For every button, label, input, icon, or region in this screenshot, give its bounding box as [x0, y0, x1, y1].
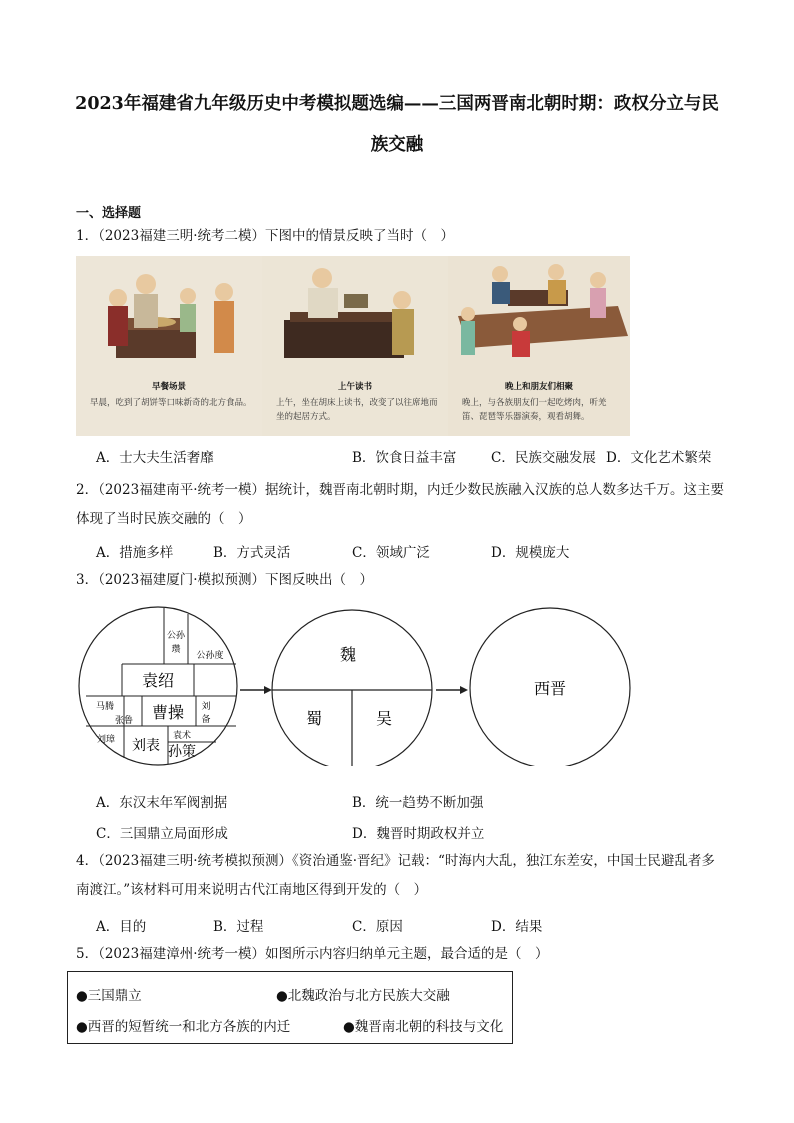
label-caocao: 曹操: [151, 703, 185, 722]
q3-option-a[interactable]: A．东汉末年军阀割据: [96, 795, 228, 811]
topic-item-1: ●三国鼎立: [76, 988, 142, 1004]
label-wu: 吴: [375, 709, 393, 728]
panel-gathering-text: 晚上，与各族朋友们一起吃烤肉，听羌笛、琵琶等乐器演奏，观看胡舞。: [462, 398, 607, 422]
q1-option-d[interactable]: D．文化艺术繁荣: [606, 450, 712, 466]
label-liuzhang: 刘璋: [96, 735, 116, 745]
panel-reading-title: 上午读书: [337, 382, 372, 392]
q2-option-d[interactable]: D．规模庞大: [491, 545, 570, 561]
q1-option-a[interactable]: A．士大夫生活奢靡: [96, 450, 214, 466]
q4-option-a[interactable]: A．目的: [96, 919, 147, 935]
panel-breakfast: [76, 256, 262, 436]
label-liubiao: 刘表: [132, 738, 160, 754]
section-heading: 一、选择题: [76, 206, 142, 221]
label-xijin: 西晋: [533, 679, 567, 698]
q4-option-d[interactable]: D．结果: [491, 919, 543, 935]
breakfast-illustration: [76, 256, 262, 376]
q3-option-c[interactable]: C．三国鼎立局面形成: [96, 826, 228, 842]
topic-item-4: ●魏晋南北朝的科技与文化: [343, 1019, 504, 1035]
q4-option-c[interactable]: C．原因: [352, 919, 403, 935]
q2-option-c[interactable]: C．领域广泛: [352, 545, 430, 561]
label-yuanshu: 袁术: [172, 731, 192, 741]
panel-reading-text: 上午，坐在胡床上读书，改变了以往席地而坐的起居方式。: [276, 398, 438, 422]
topic-item-3: ●西晋的短暂统一和北方各族的内迁: [76, 1019, 291, 1035]
label-gongsunzan-1: 公孙: [166, 631, 186, 641]
question-2-stem: 2．（2023福建南平·统考一模）据统计，魏晋南北朝时期，内迁少数民族融入汉族的总人数多达千万。这主要体现了当时民族交融的（ ）: [76, 482, 724, 527]
label-wei: 魏: [339, 645, 357, 664]
label-liubei-2: 备: [201, 715, 211, 725]
label-gongsunzan-2: 瓒: [171, 645, 181, 655]
label-shu: 蜀: [305, 709, 323, 728]
label-liubei-1: 刘: [201, 702, 211, 712]
question-1-stem: 1．（2023福建三明·统考二模）下图中的情景反映了当时（ ）: [76, 228, 454, 244]
q3-option-b[interactable]: B．统一趋势不断加强: [352, 795, 484, 811]
panel-gathering: [448, 256, 630, 436]
topic-item-2: ●北魏政治与北方民族大交融: [276, 988, 450, 1004]
label-mateng: 马腾: [95, 702, 115, 712]
gathering-illustration: [448, 256, 630, 376]
panel-reading: [262, 256, 448, 436]
arrow-icon: [460, 686, 468, 694]
q2-option-b[interactable]: B．方式灵活: [213, 545, 291, 561]
q3-option-d[interactable]: D．魏晋时期政权并立: [352, 826, 485, 842]
page-title: 2023年福建省九年级历史中考模拟题选编——三国两晋南北朝时期：政权分立与民族交融: [75, 94, 719, 155]
question-3-figure: [76, 606, 636, 766]
label-yuanshao: 袁绍: [141, 671, 175, 690]
panel-breakfast-title: 早餐场景: [151, 382, 186, 392]
q1-option-b[interactable]: B．饮食日益丰富: [352, 450, 457, 466]
question-5-stem: 5．（2023福建漳州·统考一模）如图所示内容归纳单元主题，最合适的是（ ）: [76, 946, 549, 962]
arrow-icon: [264, 686, 272, 694]
question-3-stem: 3．（2023福建厦门·模拟预测）下图反映出（ ）: [76, 572, 373, 588]
q1-option-c[interactable]: C．民族交融发展: [491, 450, 596, 466]
question-1-figure: [76, 256, 630, 436]
label-gongsundu: 公孙度: [196, 651, 224, 661]
label-sunce: 孙策: [168, 744, 196, 760]
q2-option-a[interactable]: A．措施多样: [96, 545, 174, 561]
label-zhanglu: 张鲁: [114, 716, 134, 726]
reading-illustration: [262, 256, 448, 376]
panel-breakfast-text: 早晨，吃到了胡饼等口味新奇的北方食品。: [90, 398, 252, 408]
panel-gathering-title: 晚上和朋友们相聚: [504, 382, 573, 392]
question-4-stem: 4．（2023福建三明·统考模拟预测）《资治通鉴·晋纪》记载：“时海内大乱，独江东差安，中国士民避乱者多南渡江。”该材料可用来说明古代江南地区得到开发的（ ）: [76, 853, 715, 898]
q4-option-b[interactable]: B．过程: [213, 919, 264, 935]
